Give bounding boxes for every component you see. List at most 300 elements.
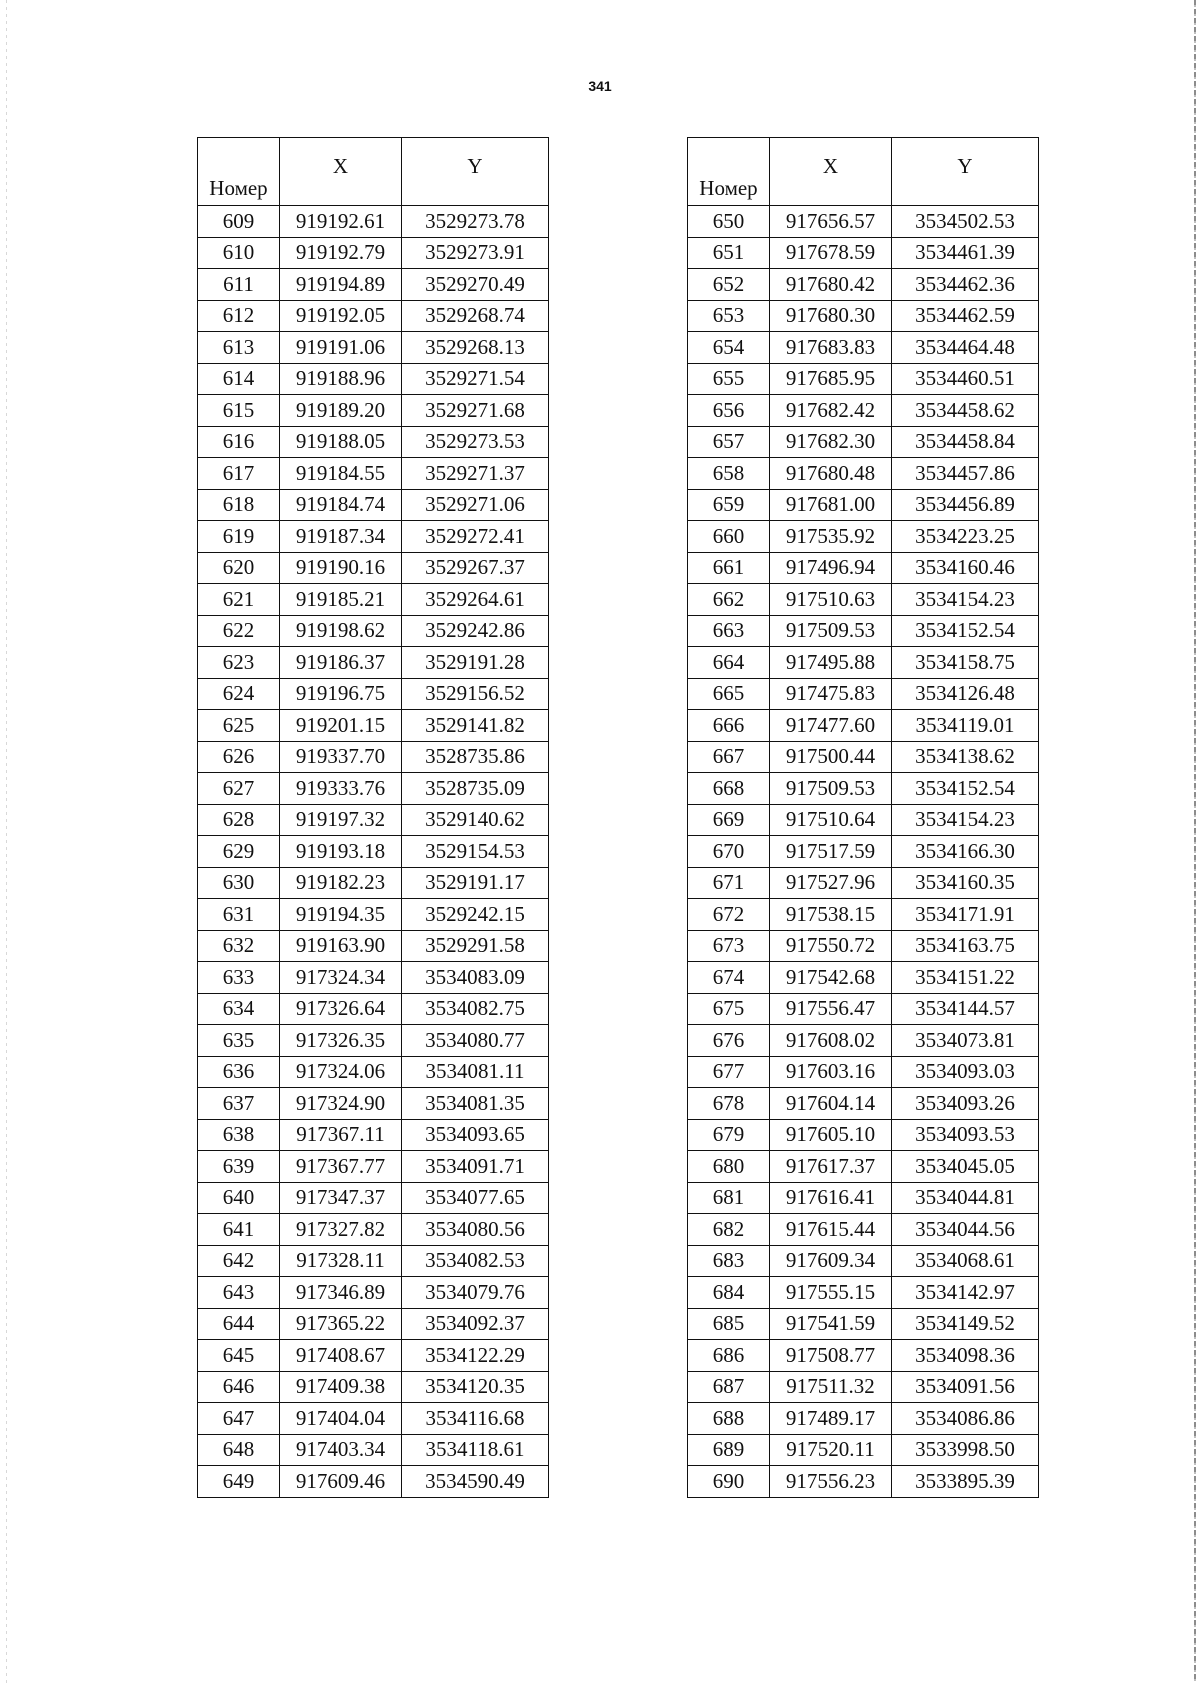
y-coordinate-cell: 3534152.54 <box>892 615 1039 647</box>
x-coordinate-cell: 919193.18 <box>280 836 402 868</box>
y-coordinate-cell: 3534464.48 <box>892 332 1039 364</box>
y-coordinate-cell: 3534120.35 <box>402 1371 549 1403</box>
table-row <box>688 678 1039 710</box>
x-coordinate-cell: 919194.35 <box>280 899 402 931</box>
point-number-cell: 659 <box>688 489 770 521</box>
x-coordinate-cell: 917509.53 <box>770 615 892 647</box>
table-row <box>198 584 549 616</box>
y-coordinate-cell: 3534456.89 <box>892 489 1039 521</box>
y-coordinate-cell: 3534093.65 <box>402 1119 549 1151</box>
y-coordinate-cell: 3534160.46 <box>892 552 1039 584</box>
x-coordinate-cell: 917608.02 <box>770 1025 892 1057</box>
y-coordinate-cell: 3534158.75 <box>892 647 1039 679</box>
y-coordinate-cell: 3534092.37 <box>402 1308 549 1340</box>
x-coordinate-cell: 919333.76 <box>280 773 402 805</box>
x-coordinate-cell: 917605.10 <box>770 1119 892 1151</box>
x-coordinate-cell: 917541.59 <box>770 1308 892 1340</box>
point-number-cell: 684 <box>688 1277 770 1309</box>
x-coordinate-cell: 919187.34 <box>280 521 402 553</box>
column-header-x: X <box>280 138 402 206</box>
table-row <box>688 584 1039 616</box>
x-coordinate-cell: 919188.96 <box>280 363 402 395</box>
table-row <box>688 1245 1039 1277</box>
y-coordinate-cell: 3529291.58 <box>402 930 549 962</box>
x-coordinate-cell: 917324.90 <box>280 1088 402 1120</box>
y-coordinate-cell: 3534462.59 <box>892 300 1039 332</box>
y-coordinate-cell: 3534458.84 <box>892 426 1039 458</box>
point-number-cell: 636 <box>198 1056 280 1088</box>
point-number-cell: 638 <box>198 1119 280 1151</box>
table-row <box>688 363 1039 395</box>
x-coordinate-cell: 917542.68 <box>770 962 892 994</box>
table-row <box>688 930 1039 962</box>
y-coordinate-cell: 3534098.36 <box>892 1340 1039 1372</box>
point-number-cell: 625 <box>198 710 280 742</box>
point-number-cell: 669 <box>688 804 770 836</box>
table-row <box>688 1088 1039 1120</box>
point-number-cell: 676 <box>688 1025 770 1057</box>
table-row <box>688 395 1039 427</box>
table-row <box>198 710 549 742</box>
point-number-cell: 680 <box>688 1151 770 1183</box>
point-number-cell: 635 <box>198 1025 280 1057</box>
y-coordinate-cell: 3534080.56 <box>402 1214 549 1246</box>
table-row <box>198 1119 549 1151</box>
point-number-cell: 672 <box>688 899 770 931</box>
y-coordinate-cell: 3534151.22 <box>892 962 1039 994</box>
table-row <box>198 930 549 962</box>
point-number-cell: 633 <box>198 962 280 994</box>
point-number-cell: 650 <box>688 206 770 238</box>
table-row <box>198 458 549 490</box>
point-number-cell: 641 <box>198 1214 280 1246</box>
table-row <box>198 1088 549 1120</box>
table-row <box>688 1025 1039 1057</box>
y-coordinate-cell: 3529268.13 <box>402 332 549 364</box>
y-coordinate-cell: 3534457.86 <box>892 458 1039 490</box>
x-coordinate-cell: 917616.41 <box>770 1182 892 1214</box>
point-number-cell: 667 <box>688 741 770 773</box>
table-row <box>688 1403 1039 1435</box>
x-coordinate-cell: 917604.14 <box>770 1088 892 1120</box>
table-row <box>688 489 1039 521</box>
point-number-cell: 670 <box>688 836 770 868</box>
y-coordinate-cell: 3534154.23 <box>892 804 1039 836</box>
y-coordinate-cell: 3534144.57 <box>892 993 1039 1025</box>
point-number-cell: 640 <box>198 1182 280 1214</box>
y-coordinate-cell: 3534091.71 <box>402 1151 549 1183</box>
point-number-cell: 612 <box>198 300 280 332</box>
y-coordinate-cell: 3529273.53 <box>402 426 549 458</box>
table-row <box>198 237 549 269</box>
point-number-cell: 645 <box>198 1340 280 1372</box>
y-coordinate-cell: 3534091.56 <box>892 1371 1039 1403</box>
point-number-cell: 639 <box>198 1151 280 1183</box>
table-row <box>688 206 1039 238</box>
y-coordinate-cell: 3534166.30 <box>892 836 1039 868</box>
x-coordinate-cell: 917475.83 <box>770 678 892 710</box>
table-row <box>688 1182 1039 1214</box>
x-coordinate-cell: 917326.64 <box>280 993 402 1025</box>
table-row <box>688 993 1039 1025</box>
x-coordinate-cell: 919337.70 <box>280 741 402 773</box>
point-number-cell: 690 <box>688 1466 770 1498</box>
table-row <box>688 962 1039 994</box>
table-row <box>688 458 1039 490</box>
point-number-cell: 651 <box>688 237 770 269</box>
table-row <box>688 521 1039 553</box>
point-number-cell: 688 <box>688 1403 770 1435</box>
x-coordinate-cell: 917681.00 <box>770 489 892 521</box>
table-row <box>198 678 549 710</box>
coordinates-table-right <box>687 137 1039 1498</box>
x-coordinate-cell: 917603.16 <box>770 1056 892 1088</box>
table-row <box>198 836 549 868</box>
y-coordinate-cell: 3534460.51 <box>892 363 1039 395</box>
table-row <box>198 1371 549 1403</box>
x-coordinate-cell: 917403.34 <box>280 1434 402 1466</box>
y-coordinate-cell: 3529191.28 <box>402 647 549 679</box>
y-coordinate-cell: 3534077.65 <box>402 1182 549 1214</box>
table-body <box>198 206 549 1498</box>
point-number-cell: 637 <box>198 1088 280 1120</box>
x-coordinate-cell: 919189.20 <box>280 395 402 427</box>
table-row <box>688 867 1039 899</box>
table-row <box>198 962 549 994</box>
point-number-cell: 683 <box>688 1245 770 1277</box>
y-coordinate-cell: 3534044.56 <box>892 1214 1039 1246</box>
y-coordinate-cell: 3534045.05 <box>892 1151 1039 1183</box>
table-row <box>688 1151 1039 1183</box>
x-coordinate-cell: 917527.96 <box>770 867 892 899</box>
point-number-cell: 619 <box>198 521 280 553</box>
table-row <box>688 1371 1039 1403</box>
x-coordinate-cell: 917682.42 <box>770 395 892 427</box>
y-coordinate-cell: 3534163.75 <box>892 930 1039 962</box>
column-header-number: Номер <box>198 138 280 206</box>
point-number-cell: 666 <box>688 710 770 742</box>
point-number-cell: 609 <box>198 206 280 238</box>
x-coordinate-cell: 919192.61 <box>280 206 402 238</box>
point-number-cell: 689 <box>688 1434 770 1466</box>
table-row <box>198 1025 549 1057</box>
point-number-cell: 679 <box>688 1119 770 1151</box>
table-row <box>198 1245 549 1277</box>
table-row <box>688 1466 1039 1498</box>
y-coordinate-cell: 3534093.53 <box>892 1119 1039 1151</box>
x-coordinate-cell: 917508.77 <box>770 1340 892 1372</box>
point-number-cell: 616 <box>198 426 280 458</box>
column-header-x: X <box>770 138 892 206</box>
table-row <box>198 1340 549 1372</box>
x-coordinate-cell: 917609.46 <box>280 1466 402 1498</box>
point-number-cell: 624 <box>198 678 280 710</box>
x-coordinate-cell: 919192.79 <box>280 237 402 269</box>
table-row <box>198 1308 549 1340</box>
x-coordinate-cell: 917615.44 <box>770 1214 892 1246</box>
table-row <box>198 1214 549 1246</box>
y-coordinate-cell: 3529273.78 <box>402 206 549 238</box>
x-coordinate-cell: 917496.94 <box>770 552 892 584</box>
point-number-cell: 682 <box>688 1214 770 1246</box>
x-coordinate-cell: 917489.17 <box>770 1403 892 1435</box>
x-coordinate-cell: 919194.89 <box>280 269 402 301</box>
point-number-cell: 643 <box>198 1277 280 1309</box>
table-row <box>688 647 1039 679</box>
table-row <box>688 1056 1039 1088</box>
x-coordinate-cell: 917609.34 <box>770 1245 892 1277</box>
y-coordinate-cell: 3529270.49 <box>402 269 549 301</box>
table-row <box>198 1403 549 1435</box>
y-coordinate-cell: 3534126.48 <box>892 678 1039 710</box>
column-header-y: Y <box>892 138 1039 206</box>
table-row <box>688 269 1039 301</box>
x-coordinate-cell: 919190.16 <box>280 552 402 584</box>
point-number-cell: 629 <box>198 836 280 868</box>
x-coordinate-cell: 917367.11 <box>280 1119 402 1151</box>
x-coordinate-cell: 917556.23 <box>770 1466 892 1498</box>
x-coordinate-cell: 917367.77 <box>280 1151 402 1183</box>
y-coordinate-cell: 3533998.50 <box>892 1434 1039 1466</box>
table-row <box>688 300 1039 332</box>
table-row <box>198 1151 549 1183</box>
point-number-cell: 673 <box>688 930 770 962</box>
table-row <box>198 426 549 458</box>
point-number-cell: 642 <box>198 1245 280 1277</box>
y-coordinate-cell: 3529242.86 <box>402 615 549 647</box>
x-coordinate-cell: 919198.62 <box>280 615 402 647</box>
point-number-cell: 678 <box>688 1088 770 1120</box>
y-coordinate-cell: 3529141.82 <box>402 710 549 742</box>
point-number-cell: 660 <box>688 521 770 553</box>
table-row <box>688 773 1039 805</box>
point-number-cell: 648 <box>198 1434 280 1466</box>
x-coordinate-cell: 917324.34 <box>280 962 402 994</box>
x-coordinate-cell: 917678.59 <box>770 237 892 269</box>
y-coordinate-cell: 3529271.37 <box>402 458 549 490</box>
table-row <box>198 300 549 332</box>
point-number-cell: 657 <box>688 426 770 458</box>
point-number-cell: 677 <box>688 1056 770 1088</box>
table-row <box>198 867 549 899</box>
point-number-cell: 649 <box>198 1466 280 1498</box>
point-number-cell: 631 <box>198 899 280 931</box>
table-row <box>688 710 1039 742</box>
x-coordinate-cell: 917510.64 <box>770 804 892 836</box>
point-number-cell: 626 <box>198 741 280 773</box>
point-number-cell: 662 <box>688 584 770 616</box>
point-number-cell: 652 <box>688 269 770 301</box>
x-coordinate-cell: 917510.63 <box>770 584 892 616</box>
y-coordinate-cell: 3534082.53 <box>402 1245 549 1277</box>
y-coordinate-cell: 3528735.09 <box>402 773 549 805</box>
y-coordinate-cell: 3529154.53 <box>402 836 549 868</box>
x-coordinate-cell: 917617.37 <box>770 1151 892 1183</box>
y-coordinate-cell: 3534149.52 <box>892 1308 1039 1340</box>
x-coordinate-cell: 919191.06 <box>280 332 402 364</box>
x-coordinate-cell: 917555.15 <box>770 1277 892 1309</box>
y-coordinate-cell: 3534082.75 <box>402 993 549 1025</box>
page-number: 341 <box>588 78 612 94</box>
point-number-cell: 655 <box>688 363 770 395</box>
table-row <box>688 899 1039 931</box>
x-coordinate-cell: 917550.72 <box>770 930 892 962</box>
y-coordinate-cell: 3534458.62 <box>892 395 1039 427</box>
column-header-y: Y <box>402 138 549 206</box>
x-coordinate-cell: 917520.11 <box>770 1434 892 1466</box>
point-number-cell: 630 <box>198 867 280 899</box>
point-number-cell: 634 <box>198 993 280 1025</box>
point-number-cell: 685 <box>688 1308 770 1340</box>
x-coordinate-cell: 917517.59 <box>770 836 892 868</box>
point-number-cell: 623 <box>198 647 280 679</box>
y-coordinate-cell: 3534122.29 <box>402 1340 549 1372</box>
table-row <box>688 1340 1039 1372</box>
y-coordinate-cell: 3534154.23 <box>892 584 1039 616</box>
y-coordinate-cell: 3534119.01 <box>892 710 1039 742</box>
x-coordinate-cell: 917346.89 <box>280 1277 402 1309</box>
point-number-cell: 664 <box>688 647 770 679</box>
y-coordinate-cell: 3534080.77 <box>402 1025 549 1057</box>
point-number-cell: 658 <box>688 458 770 490</box>
x-coordinate-cell: 917680.42 <box>770 269 892 301</box>
point-number-cell: 653 <box>688 300 770 332</box>
y-coordinate-cell: 3534081.35 <box>402 1088 549 1120</box>
x-coordinate-cell: 919182.23 <box>280 867 402 899</box>
point-number-cell: 661 <box>688 552 770 584</box>
y-coordinate-cell: 3534461.39 <box>892 237 1039 269</box>
y-coordinate-cell: 3529267.37 <box>402 552 549 584</box>
x-coordinate-cell: 919185.21 <box>280 584 402 616</box>
table-row <box>688 615 1039 647</box>
table-row <box>198 1466 549 1498</box>
x-coordinate-cell: 917656.57 <box>770 206 892 238</box>
y-coordinate-cell: 3529271.68 <box>402 395 549 427</box>
x-coordinate-cell: 917535.92 <box>770 521 892 553</box>
point-number-cell: 632 <box>198 930 280 962</box>
y-coordinate-cell: 3534116.68 <box>402 1403 549 1435</box>
y-coordinate-cell: 3529273.91 <box>402 237 549 269</box>
y-coordinate-cell: 3529264.61 <box>402 584 549 616</box>
table-row <box>198 741 549 773</box>
y-coordinate-cell: 3534044.81 <box>892 1182 1039 1214</box>
y-coordinate-cell: 3533895.39 <box>892 1466 1039 1498</box>
table-row <box>688 836 1039 868</box>
table-row <box>688 552 1039 584</box>
y-coordinate-cell: 3529271.06 <box>402 489 549 521</box>
table-row <box>198 993 549 1025</box>
x-coordinate-cell: 919201.15 <box>280 710 402 742</box>
table-row <box>198 269 549 301</box>
table-row <box>198 1182 549 1214</box>
y-coordinate-cell: 3534093.03 <box>892 1056 1039 1088</box>
table-row <box>688 1119 1039 1151</box>
x-coordinate-cell: 917682.30 <box>770 426 892 458</box>
table-row <box>198 1277 549 1309</box>
table-row <box>688 804 1039 836</box>
y-coordinate-cell: 3534160.35 <box>892 867 1039 899</box>
x-coordinate-cell: 919184.74 <box>280 489 402 521</box>
x-coordinate-cell: 917680.48 <box>770 458 892 490</box>
point-number-cell: 618 <box>198 489 280 521</box>
table-header-row <box>688 138 1039 206</box>
x-coordinate-cell: 917324.06 <box>280 1056 402 1088</box>
table-row <box>198 1056 549 1088</box>
y-coordinate-cell: 3534152.54 <box>892 773 1039 805</box>
table-row <box>198 647 549 679</box>
table-row <box>688 1214 1039 1246</box>
point-number-cell: 663 <box>688 615 770 647</box>
table-row <box>688 237 1039 269</box>
x-coordinate-cell: 917683.83 <box>770 332 892 364</box>
point-number-cell: 611 <box>198 269 280 301</box>
point-number-cell: 621 <box>198 584 280 616</box>
y-coordinate-cell: 3534079.76 <box>402 1277 549 1309</box>
table-row <box>198 521 549 553</box>
point-number-cell: 628 <box>198 804 280 836</box>
point-number-cell: 622 <box>198 615 280 647</box>
scan-edge-right <box>1194 0 1196 1683</box>
point-number-cell: 686 <box>688 1340 770 1372</box>
table-row <box>198 552 549 584</box>
y-coordinate-cell: 3534223.25 <box>892 521 1039 553</box>
y-coordinate-cell: 3534073.81 <box>892 1025 1039 1057</box>
table-row <box>198 363 549 395</box>
x-coordinate-cell: 917509.53 <box>770 773 892 805</box>
y-coordinate-cell: 3529242.15 <box>402 899 549 931</box>
point-number-cell: 644 <box>198 1308 280 1340</box>
table-row <box>198 1434 549 1466</box>
point-number-cell: 654 <box>688 332 770 364</box>
x-coordinate-cell: 917328.11 <box>280 1245 402 1277</box>
table-row <box>688 1434 1039 1466</box>
table-row <box>198 206 549 238</box>
point-number-cell: 671 <box>688 867 770 899</box>
x-coordinate-cell: 919197.32 <box>280 804 402 836</box>
scan-edge-left <box>6 0 7 1683</box>
x-coordinate-cell: 917556.47 <box>770 993 892 1025</box>
point-number-cell: 610 <box>198 237 280 269</box>
y-coordinate-cell: 3534590.49 <box>402 1466 549 1498</box>
point-number-cell: 665 <box>688 678 770 710</box>
table-row <box>688 426 1039 458</box>
y-coordinate-cell: 3529271.54 <box>402 363 549 395</box>
x-coordinate-cell: 917495.88 <box>770 647 892 679</box>
table-row <box>198 615 549 647</box>
table-row <box>688 741 1039 773</box>
x-coordinate-cell: 917538.15 <box>770 899 892 931</box>
y-coordinate-cell: 3534093.26 <box>892 1088 1039 1120</box>
y-coordinate-cell: 3534068.61 <box>892 1245 1039 1277</box>
point-number-cell: 615 <box>198 395 280 427</box>
y-coordinate-cell: 3534171.91 <box>892 899 1039 931</box>
y-coordinate-cell: 3529191.17 <box>402 867 549 899</box>
point-number-cell: 620 <box>198 552 280 584</box>
table-row <box>688 1308 1039 1340</box>
table-row <box>688 1277 1039 1309</box>
y-coordinate-cell: 3528735.86 <box>402 741 549 773</box>
table-row <box>198 804 549 836</box>
table-row <box>198 773 549 805</box>
table-body <box>688 206 1039 1498</box>
x-coordinate-cell: 917326.35 <box>280 1025 402 1057</box>
y-coordinate-cell: 3529156.52 <box>402 678 549 710</box>
point-number-cell: 613 <box>198 332 280 364</box>
point-number-cell: 647 <box>198 1403 280 1435</box>
x-coordinate-cell: 919196.75 <box>280 678 402 710</box>
x-coordinate-cell: 917680.30 <box>770 300 892 332</box>
point-number-cell: 687 <box>688 1371 770 1403</box>
